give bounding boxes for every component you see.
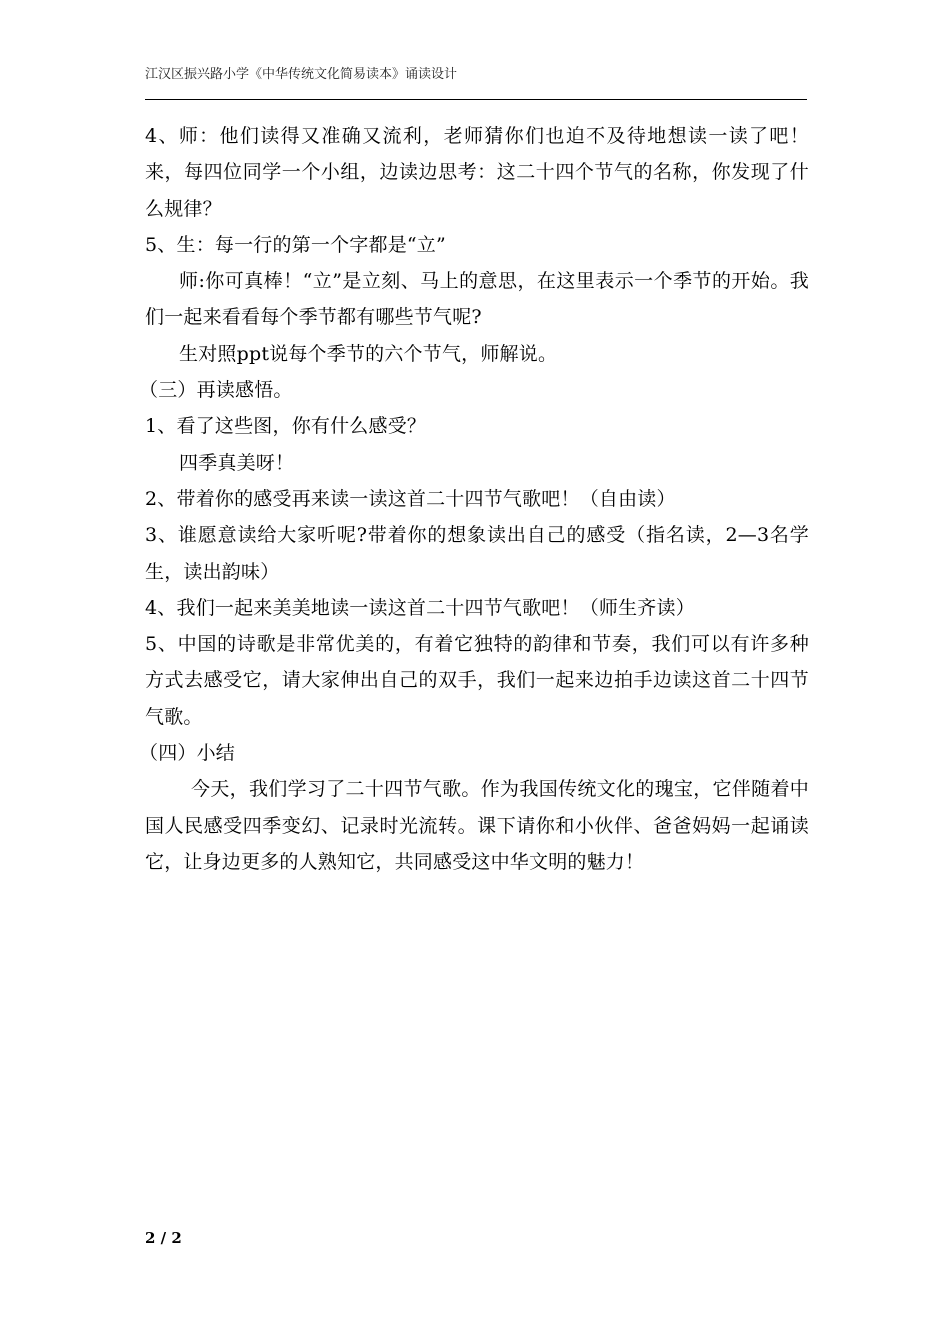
paragraph-item-2: 2、带着你的感受再来读一读这首二十四节气歌吧！（自由读） <box>145 487 676 510</box>
paragraph-teacher-praise: 师:你可真棒！“立”是立刻、马上的意思，在这里表示一个季节的开始。我们一起来看看每个季节都有哪些节气呢? <box>145 270 809 329</box>
page-number: 2 / 2 <box>145 1229 182 1247</box>
paragraph-four-seasons: 四季真美呀！ <box>179 451 295 474</box>
section-heading-summary: （四）小结 <box>139 742 236 765</box>
paragraph-ppt-note: 生对照ppt说每个季节的六个节气，师解说。 <box>179 342 558 365</box>
paragraph-teacher-question: 4、师：他们读得又准确又流利，老师猜你们也迫不及待地想读一读了吧！来，每四位同学一个小组，边读边思考：这二十四个节气的名称，你发现了什么规律？ <box>145 125 809 220</box>
section-heading-reread: （三）再读感悟。 <box>139 379 293 402</box>
paragraph-summary: 今天，我们学习了二十四节气歌。作为我国传统文化的瑰宝，它伴随着中国人民感受四季变幻、记录时光流转。课下请你和小伙伴、爸爸妈妈一起诵读它，让身边更多的人熟知它，共同感受这中华文明的魅力！ <box>145 778 809 873</box>
paragraph-item-5: 5、中国的诗歌是非常优美的，有着它独特的韵律和节奏，我们可以有许多种方式去感受它，请大家伸出自己的双手，我们一起来边拍手边读这首二十四节气歌。 <box>145 633 809 728</box>
header-title: 江汉区振兴路小学《中华传统文化简易读本》诵读设计 <box>145 67 458 82</box>
paragraph-item-4: 4、我们一起来美美地读一读这首二十四节气歌吧！（师生齐读） <box>145 596 695 619</box>
paragraph-item-1: 1、看了这些图，你有什么感受？ <box>145 415 427 438</box>
paragraph-student-answer: 5、生：每一行的第一个字都是“立” <box>145 233 446 256</box>
header-divider <box>145 99 807 100</box>
document-body <box>139 118 809 880</box>
page-header <box>145 66 807 96</box>
paragraph-item-3: 3、谁愿意读给大家听呢?带着你的想象读出自己的感受（指名读，2—3名学生，读出韵味） <box>145 524 809 583</box>
